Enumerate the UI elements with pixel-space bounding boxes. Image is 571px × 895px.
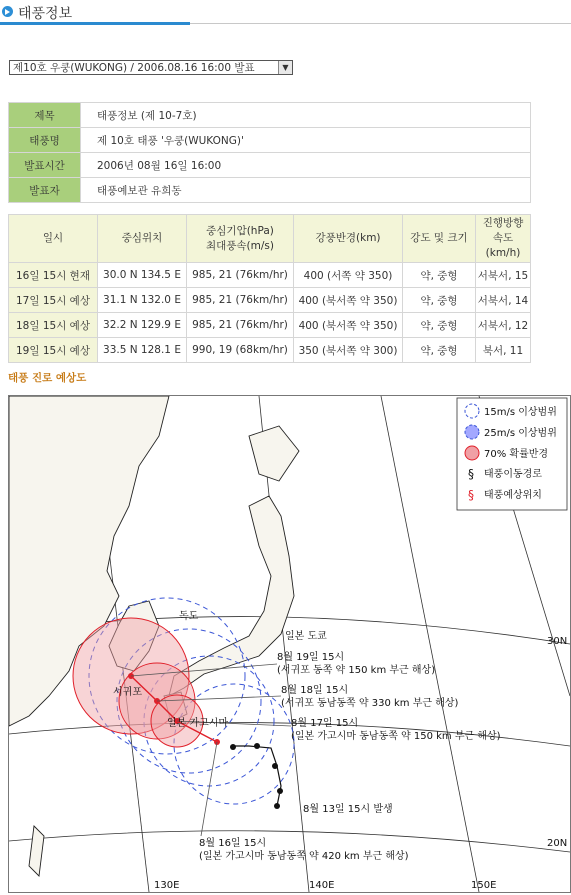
annotation-leader: [201, 742, 217, 836]
info-key: 제목: [9, 103, 81, 128]
map-canvas: [9, 396, 570, 892]
table-row: [9, 313, 531, 338]
annotation-detail: (일본 가고시마 동남동쪽 약 420 km 부근 해상): [199, 851, 409, 862]
info-row: [9, 103, 531, 128]
japan-hokkaido: [249, 426, 299, 481]
lat-label: 30N: [547, 636, 568, 647]
col-header-intensity: 강도 및 크기: [403, 215, 476, 263]
header-accent-line: [0, 22, 190, 25]
prob70-legend-icon: [465, 446, 479, 460]
cell-direction: 서북서, 12: [476, 313, 531, 338]
observed-track: [231, 746, 281, 806]
cell-intensity: 약, 중형: [403, 288, 476, 313]
bullet-icon: [2, 6, 13, 17]
forecast-table: [8, 214, 531, 363]
lon-label: 140E: [309, 880, 335, 891]
info-row: [9, 128, 531, 153]
taiwan: [29, 826, 44, 876]
cell-direction: 서북서, 14: [476, 288, 531, 313]
track-map-title: 태풍 진로 예상도: [8, 372, 87, 384]
info-value: 제 10호 태풍 '우쿵(WUKONG)': [81, 128, 531, 153]
cell-intensity: 약, 중형: [403, 313, 476, 338]
annotation-title: 8월 19일 15시: [277, 652, 345, 663]
col-header-maxwind: 최대풍속(m/s): [205, 239, 274, 252]
lon-label: 150E: [471, 880, 497, 891]
place-label: 일본 가고시마: [167, 718, 229, 729]
track-point: [272, 763, 278, 769]
info-key: 발표자: [9, 178, 81, 203]
info-value: 태풍예보관 유희동: [81, 178, 531, 203]
cell-time: 16일 15시 현재: [9, 263, 98, 288]
legend-label: 25m/s 이상범위: [484, 428, 557, 439]
cell-pressure: 985, 21 (76km/hr): [187, 313, 294, 338]
col-header-pressure-wind: [187, 215, 294, 263]
cell-intensity: 약, 중형: [403, 338, 476, 363]
annotation-title: 8월 18일 15시: [281, 685, 349, 696]
legend-label: 태풍예상위치: [484, 490, 542, 501]
track-point: [274, 803, 280, 809]
graticule-line: [9, 831, 570, 852]
annotation-title: 8월 13일 15시 발생: [303, 804, 393, 815]
cell-direction: 서북서, 15: [476, 263, 531, 288]
lat-label: 20N: [547, 838, 568, 849]
annotation-title: 8월 16일 15시: [199, 838, 267, 849]
track-point: [277, 788, 283, 794]
cell-pressure: 990, 19 (68km/hr): [187, 338, 294, 363]
dropdown-arrow-icon[interactable]: ▼: [278, 61, 292, 74]
legend-label: 태풍이동경로: [484, 469, 542, 480]
info-key: 발표시간: [9, 153, 81, 178]
place-label: 서귀포: [113, 687, 142, 698]
cell-position: 30.0 N 134.5 E: [98, 263, 187, 288]
legend-label: 15m/s 이상범위: [484, 407, 557, 418]
cell-position: 31.1 N 132.0 E: [98, 288, 187, 313]
annotation-detail: (서귀포 동쪽 약 150 km 부근 해상): [277, 665, 436, 676]
col-header-direction-speed: [476, 215, 531, 263]
legend-label: 70% 확률반경: [484, 449, 549, 460]
wind25-legend-icon: [465, 425, 479, 439]
place-label: 독도: [179, 611, 199, 622]
header-divider: [190, 23, 571, 24]
track-point: [230, 744, 236, 750]
page-header: [0, 0, 571, 26]
table-row: [9, 288, 531, 313]
bulletin-info-table: [8, 102, 531, 203]
col-header-speed: 속도(km/h): [485, 232, 521, 259]
col-header-gale-radius: 강풍반경(km): [294, 215, 403, 263]
cell-pressure: 985, 21 (76km/hr): [187, 288, 294, 313]
cell-position: 32.2 N 129.9 E: [98, 313, 187, 338]
bulletin-select-value: 제10호 우쿵(WUKONG) / 2006.08.16 16:00 발표: [13, 62, 255, 74]
col-header-pressure: 중심기압(hPa): [206, 224, 274, 237]
annotation-title: 8월 17일 15시: [291, 718, 359, 729]
page-title: 태풍정보: [18, 6, 73, 22]
map-legend: [457, 398, 567, 510]
annotation-detail: (서귀포 동남동쪽 약 330 km 부근 해상): [281, 698, 459, 709]
cell-gale-radius: 400 (북서쪽 약 350): [294, 313, 403, 338]
bulletin-select[interactable]: [9, 60, 293, 75]
info-key: 태풍명: [9, 128, 81, 153]
info-value: 2006년 08월 16일 16:00: [81, 153, 531, 178]
cell-position: 33.5 N 128.1 E: [98, 338, 187, 363]
cell-time: 19일 15시 예상: [9, 338, 98, 363]
col-header-direction: 진행방향: [482, 217, 524, 229]
table-row: [9, 338, 531, 363]
cell-time: 17일 15시 예상: [9, 288, 98, 313]
cell-intensity: 약, 중형: [403, 263, 476, 288]
cell-pressure: 985, 21 (76km/hr): [187, 263, 294, 288]
cell-gale-radius: 400 (서쪽 약 350): [294, 263, 403, 288]
lon-label: 130E: [154, 880, 180, 891]
col-header-position: 중심위치: [98, 215, 187, 263]
info-value: 태풍정보 (제 10-7호): [81, 103, 531, 128]
cell-direction: 북서, 11: [476, 338, 531, 363]
forecast-legend-icon: §: [468, 488, 474, 502]
typhoon-track-map: [8, 395, 571, 893]
table-row: [9, 263, 531, 288]
forecast-header-row: [9, 215, 531, 263]
place-label: 일본 도쿄: [285, 631, 327, 642]
col-header-time: 일시: [9, 215, 98, 263]
cell-gale-radius: 400 (북서쪽 약 350): [294, 288, 403, 313]
cell-gale-radius: 350 (북서쪽 약 300): [294, 338, 403, 363]
info-row: [9, 153, 531, 178]
annotation-detail: (일본 가고시마 동남동쪽 약 150 km 부근 해상): [291, 731, 501, 742]
track-point: [254, 743, 260, 749]
track-legend-icon: §: [468, 467, 474, 481]
track-markers: [230, 743, 283, 809]
cell-time: 18일 15시 예상: [9, 313, 98, 338]
info-row: [9, 178, 531, 203]
